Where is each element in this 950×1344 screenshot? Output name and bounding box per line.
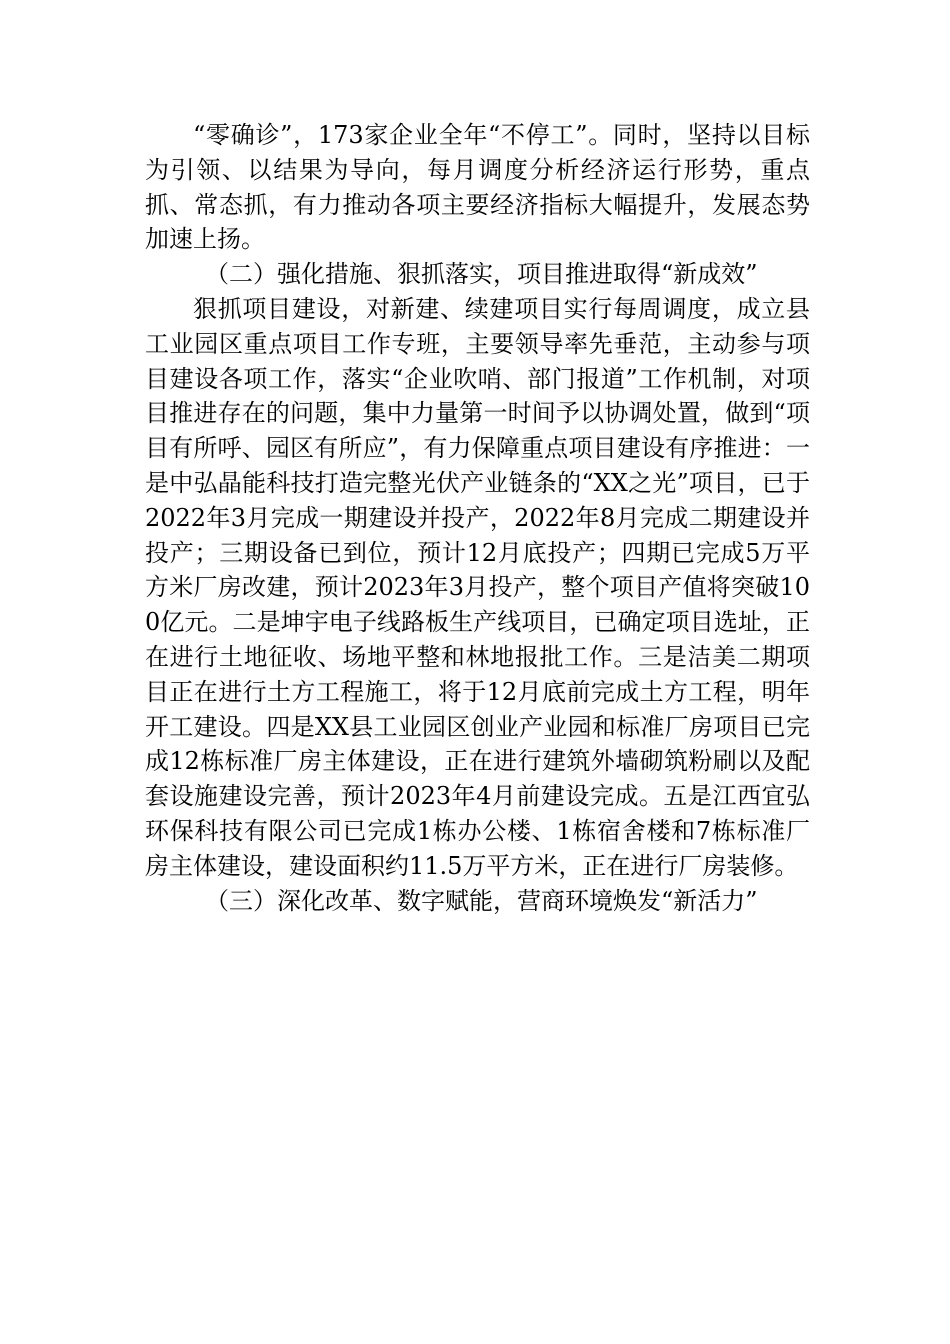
paragraph-economic-summary: “零确诊”，173家企业全年“不停工”。同时，坚持以目标为引领、以结果为导向，每月调度分析经济运行形势，重点抓、常态抓，有力推动各项主要经济指标大幅提升，发展态势加速上扬。 xyxy=(145,121,810,254)
section-heading-2: （二）强化措施、狠抓落实，项目推进取得“新成效” xyxy=(205,260,758,289)
paragraph-project-progress: 狠抓项目建设，对新建、续建项目实行每周调度，成立县工业园区重点项目工作专班，主要领导率先垂范，主动参与项目建设各项工作，落实“企业吹哨、部门报道”工作机制，对项目推进存在的问题，集中力量第一时间予以协调处置，做到“项目有所呼、园区有所应”，有力保障重点项目建设有序推进：一是中弘晶能科技打造完整光伏产业链条的“XX之光”项目，已于2022年3月完成一期建设并投产，2022年8月完成二期建设并投产；三期设备已到位，预计12月底投产；四期已完成5万平方米厂房改建，预计2023年3月投产，整个项目产值将突破100亿元。二是坤宇电子线路板生产线项目，已确定项目选址，正在进行土地征收、场地平整和林地报批工作。三是洁美二期项目正在进行土方工程施工，将于12月底前完成土方工程，明年开工建设。四是XX县工业园区创业产业园和标准厂房项目已完成12栋标准厂房主体建设，正在进行建筑外墙砌筑粉刷以及配套设施建设完善，预计2023年4月前建设完成。五是江西宜弘环保科技有限公司已完成1栋办公楼、1栋宿舍楼和7栋标准厂房主体建设，建设面积约11.5万平方米，正在进行厂房装修。 xyxy=(145,294,810,880)
section-heading-3: （三）深化改革、数字赋能，营商环境焕发“新活力” xyxy=(205,886,758,915)
document-page xyxy=(145,118,810,918)
